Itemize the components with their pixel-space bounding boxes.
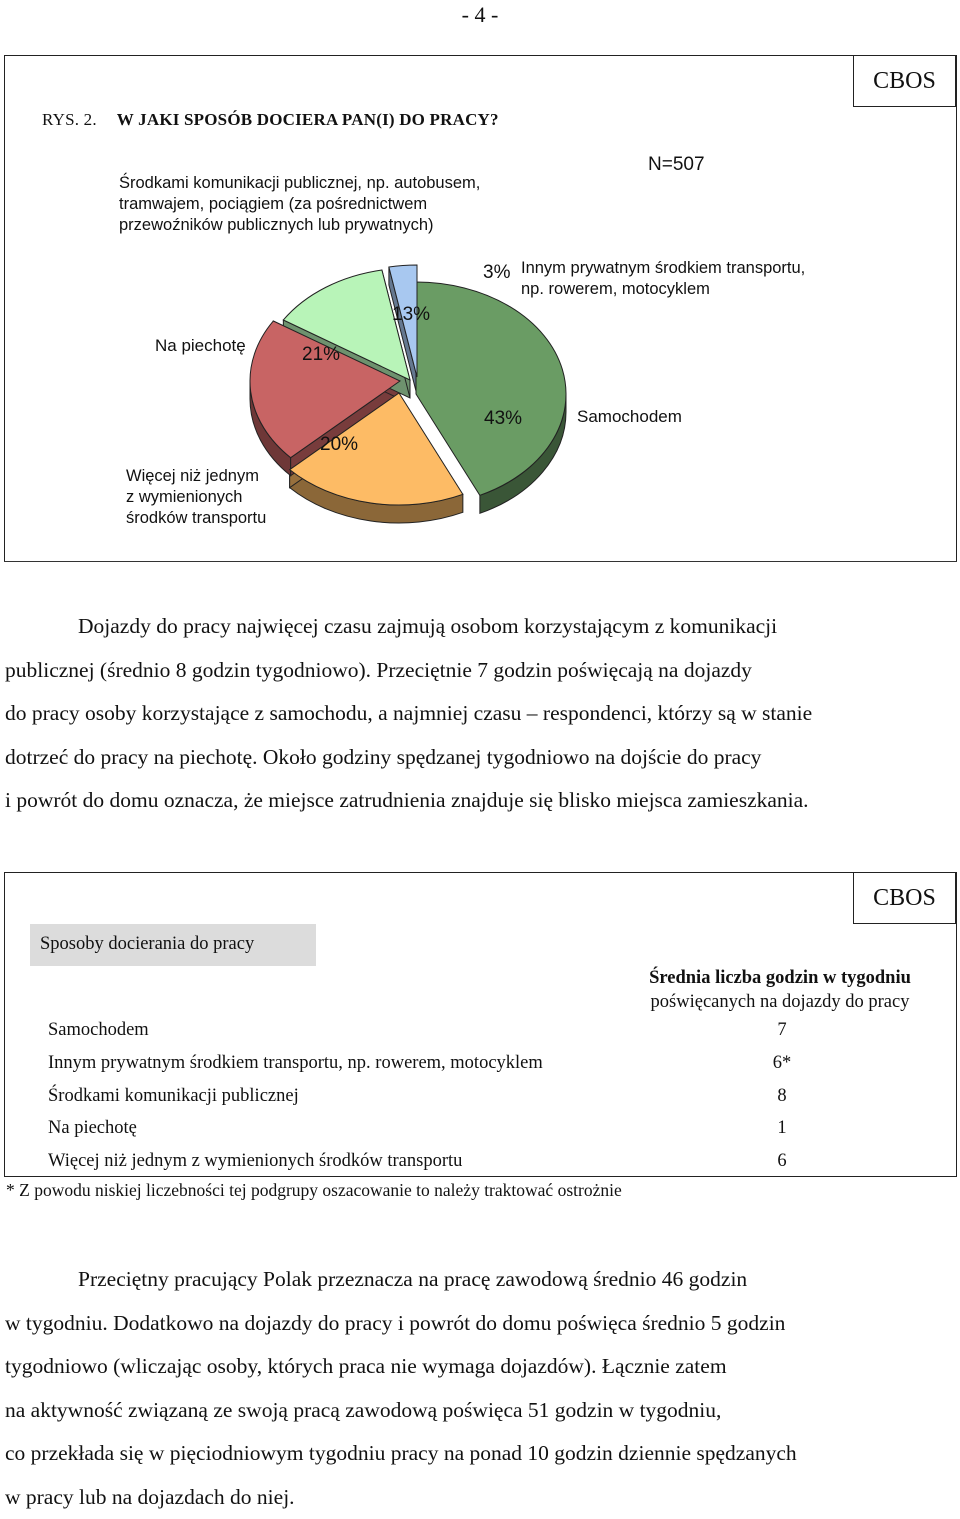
paragraph-line: w pracy lub na dojazdach do niej. (5, 1476, 956, 1519)
paragraph-line: Przeciętny pracujący Polak przeznacza na pracę zawodową średnio 46 godzin (5, 1258, 956, 1302)
pie-percent-label: 20% (320, 434, 358, 455)
table-row-label: Na piechotę (48, 1118, 137, 1139)
page-number: - 4 - (0, 2, 960, 28)
pie-percent-label: 43% (484, 408, 522, 429)
table-row-label: Innym prywatnym środkiem transportu, np. rowerem, motocyklem (48, 1053, 543, 1074)
paragraph-work-time (5, 1258, 956, 1519)
table-footnote: * Z powodu niskiej liczebności tej podgrupy oszacowanie to należy traktować ostrożnie (6, 1180, 622, 1201)
sample-size: N=507 (648, 154, 705, 176)
table-row-value: 8 (762, 1086, 802, 1107)
pie-percent-label: 13% (392, 304, 430, 325)
label-car: Samochodem (577, 406, 682, 427)
label-public-transport: Środkami komunikacji publicznej, np. autobusem, tramwajem, pociągiem (za pośrednictwem przewoźników publicznych lub prywatnych) (119, 173, 480, 236)
table-title: Sposoby docierania do pracy (30, 924, 316, 966)
figure-label: RYS. 2. (42, 110, 97, 129)
table-cbos-badge: CBOS (853, 872, 956, 924)
pie-percent-label: 21% (302, 344, 340, 365)
pie-chart (0, 0, 960, 562)
cbos-badge: CBOS (853, 55, 956, 107)
table-row-label: Więcej niż jednym z wymienionych środków transportu (48, 1151, 462, 1172)
table-row-value: 6 (762, 1151, 802, 1172)
paragraph-line: co przekłada się w pięciodniowym tygodniu pracy na ponad 10 godzin dziennie spędzanych (5, 1432, 956, 1476)
paragraph-line: i powrót do domu oznacza, że miejsce zatrudnienia znajduje się blisko miejsca zamieszkania. (5, 779, 956, 823)
table-row-value: 1 (762, 1118, 802, 1139)
table-row-value: 6* (762, 1053, 802, 1074)
table-row-label: Środkami komunikacji publicznej (48, 1086, 299, 1107)
pie-percent-label: 3% (483, 262, 511, 283)
paragraph-commute-time (5, 605, 956, 823)
label-other-private: Innym prywatnym środkiem transportu, np. rowerem, motocyklem (521, 258, 805, 300)
paragraph-line: Dojazdy do pracy najwięcej czasu zajmują osobom korzystającym z komunikacji (5, 605, 956, 649)
paragraph-line: dotrzeć do pracy na piechotę. Około godziny spędzanej tygodniowo na dojście do pracy (5, 736, 956, 780)
paragraph-line: w tygodniu. Dodatkowo na dojazdy do pracy i powrót do domu poświęca średnio 5 godzin (5, 1302, 956, 1346)
figure-question: W JAKI SPOSÓB DOCIERA PAN(I) DO PRACY? (117, 110, 499, 129)
paragraph-line: do pracy osoby korzystające z samochodu, a najmniej czasu – respondenci, którzy są w stanie (5, 692, 956, 736)
table-column-header: Średnia liczba godzin w tygodniu poświęcanych na dojazdy do pracy (600, 966, 960, 1014)
paragraph-line: na aktywność związaną ze swoją pracą zawodową poświęca 51 godzin w tygodniu, (5, 1389, 956, 1433)
table-row-value: 7 (762, 1020, 802, 1041)
table-row-label: Samochodem (48, 1020, 149, 1041)
label-walk: Na piechotę (155, 335, 246, 356)
paragraph-line: tygodniowo (wliczając osoby, których praca nie wymaga dojazdów). Łącznie zatem (5, 1345, 956, 1389)
label-multi: Więcej niż jednym z wymienionych środków transportu (126, 466, 266, 529)
paragraph-line: publicznej (średnio 8 godzin tygodniowo). Przeciętnie 7 godzin poświęcają na dojazdy (5, 649, 956, 693)
